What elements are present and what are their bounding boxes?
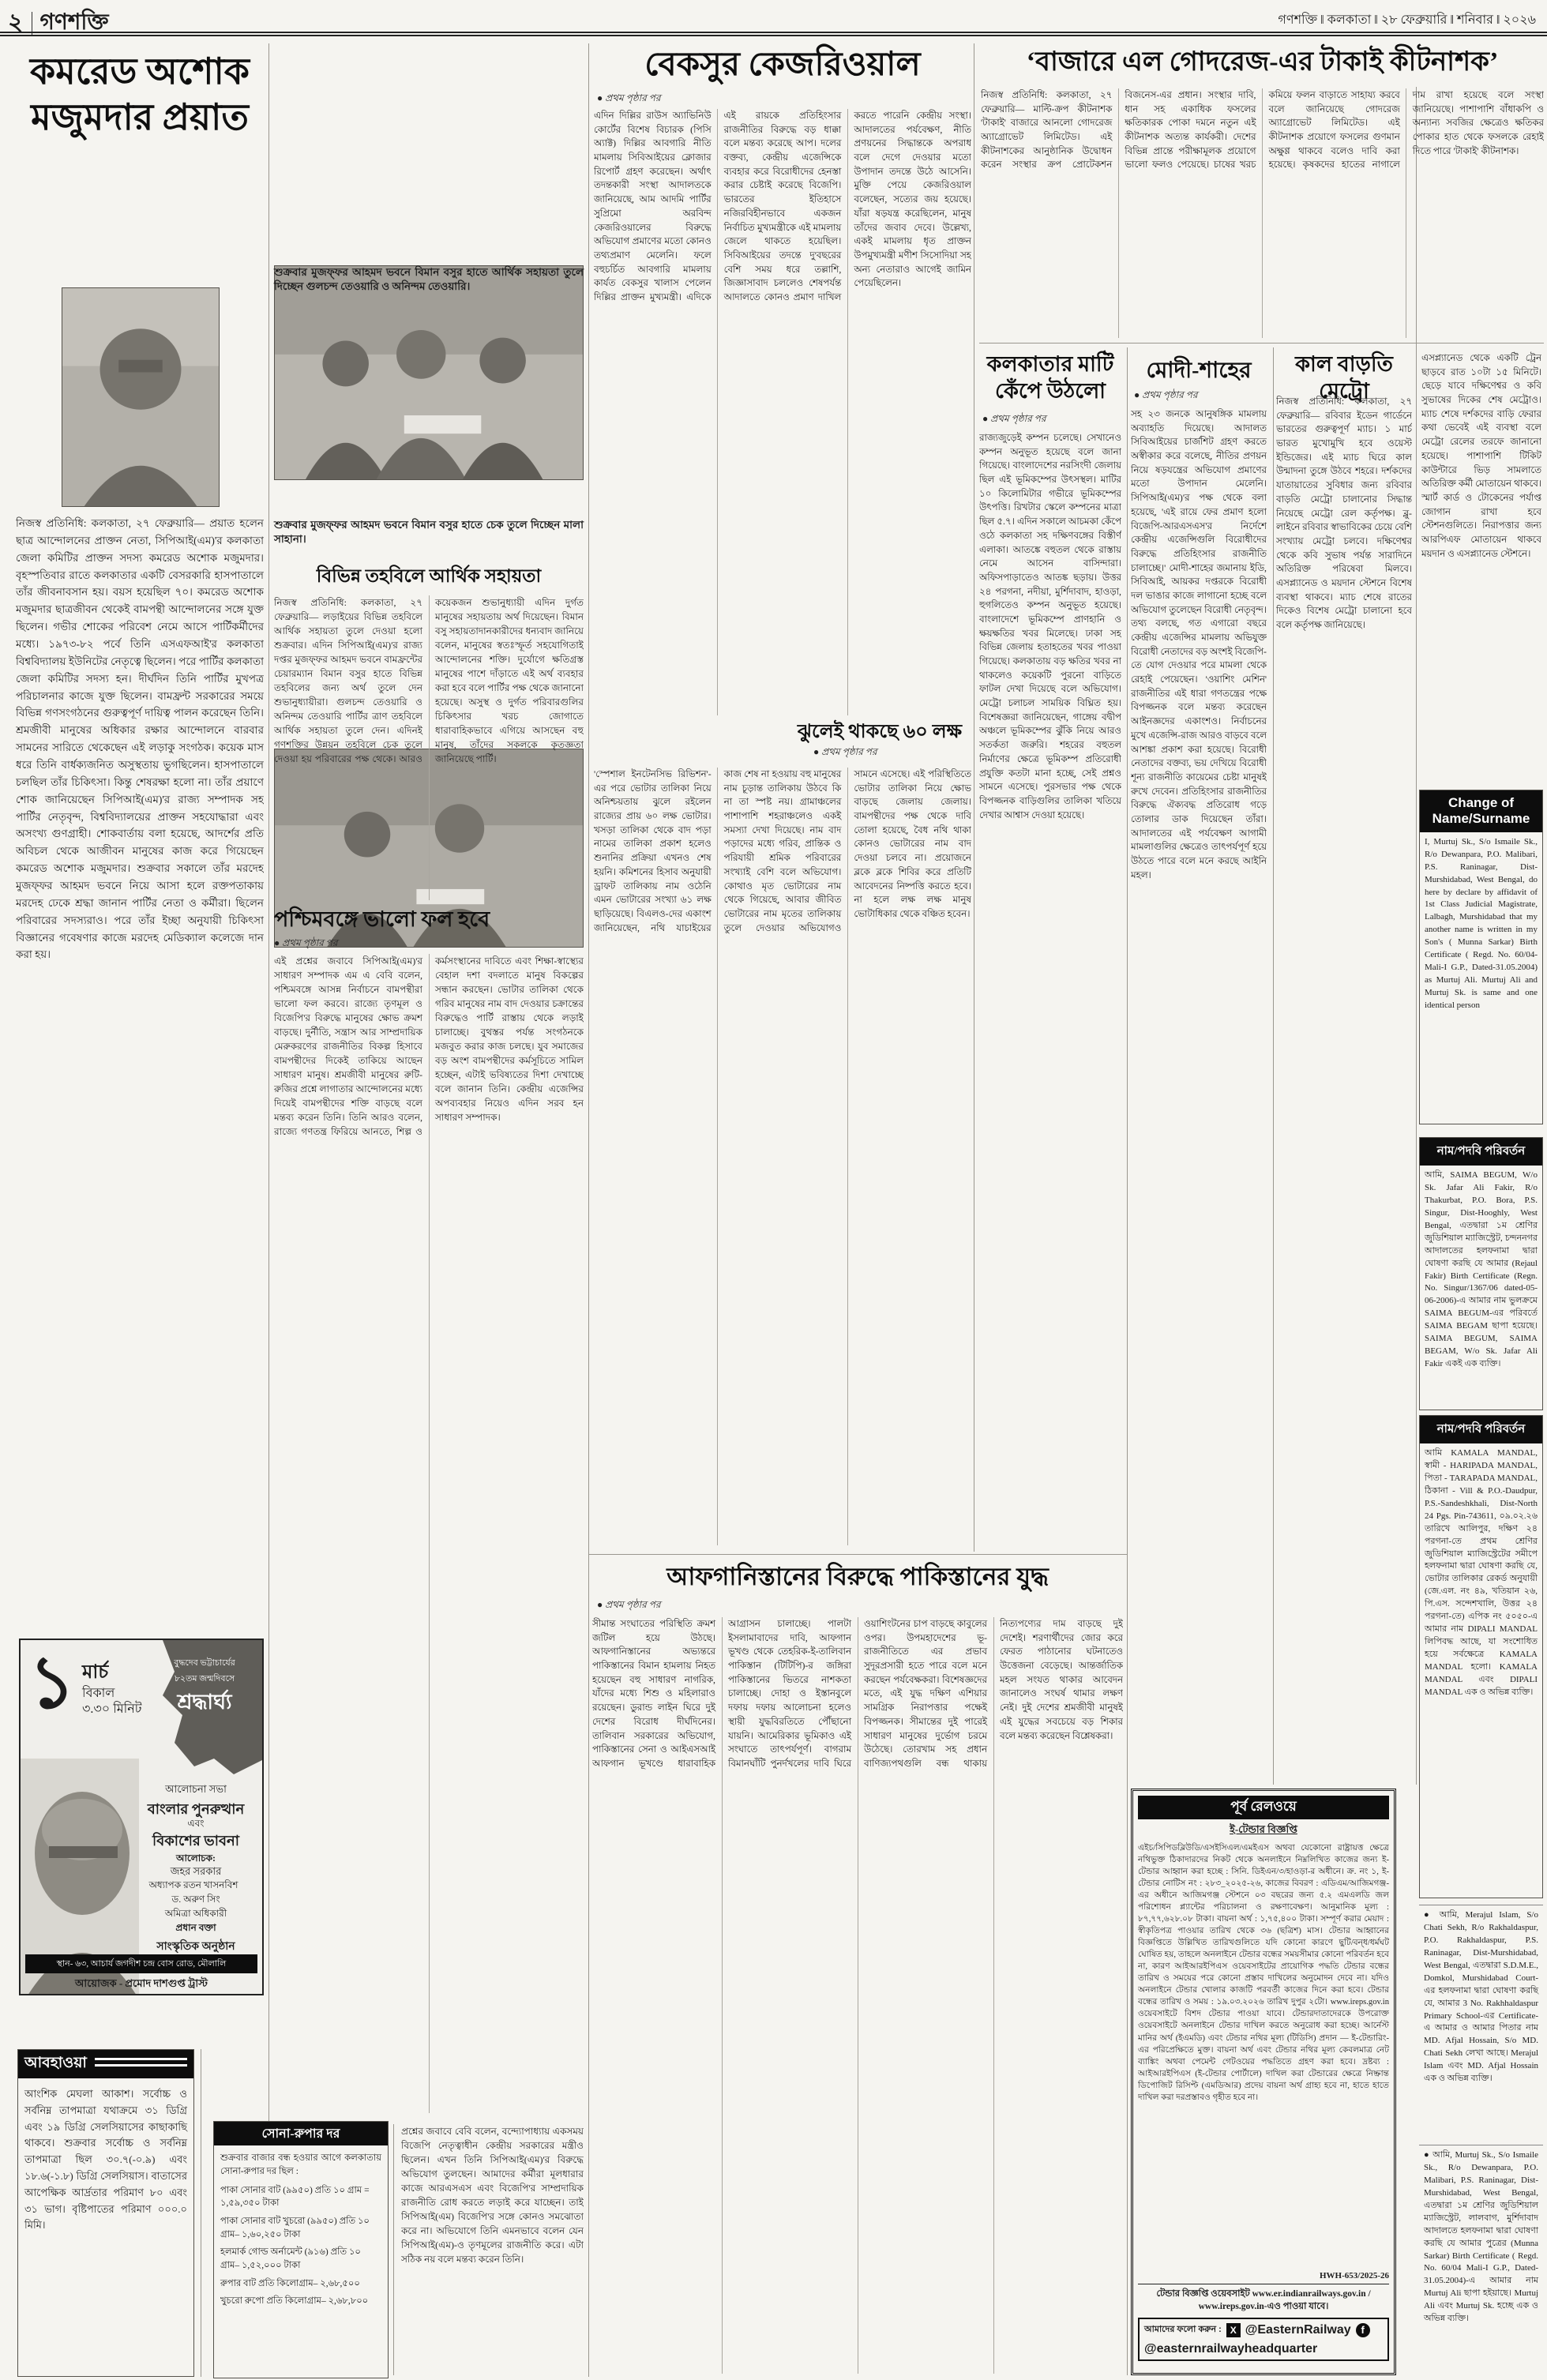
quake-headline: কলকাতার মাটি কেঁপে উঠলো (986, 352, 1114, 403)
bullion-row: হলমার্ক গোল্ড অর্নামেন্ট (৯১৬) প্রতি ১০ গ্রাম– ১,৫২,০০০ টাকা (220, 2247, 361, 2270)
ad-and: এবং (187, 1818, 205, 1829)
bullion-row: পাকা সোনার বাট খুচরো (৯৯৫০) প্রতি ১০ গ্রাম– ১,৬০,২৫০ টাকা (220, 2216, 370, 2239)
page-header-left (8, 3, 109, 43)
modi-shah-headline: মোদী-শাহের (1146, 359, 1252, 383)
masthead: গণশক্তি (39, 10, 109, 35)
weather-box (17, 2049, 194, 2377)
obituary-body: নিজস্ব প্রতিনিধি: কলকাতা, ২৭ ফেব্রুয়ারি— প্রয়াত হলেন ছাত্র আন্দোলনের প্রাক্তন নেতা, সিপিআই(এম)'র কলকাতা জেলা কমিটির প্রাক্তন সদস্য কমরেড অশোক মজুমদার। বৃহস্পতিবার রাতে কলকাতার একটি বেসরকারি হাসপাতালে তাঁর জীবনাবসান হয়। বয়স হয়েছিল ৭০। কমরেড অশোক মজুমদার ছাত্রজীবন থেকেই বামপন্থী আন্দোলনের সঙ্গে যুক্ত ছিলেন। গভীর শোকের পরিবেশ নেমে আসে পার্টিকর্মীদের মধ্যে। ১৯৭৩-৮২ পর্বে তিনি এসএফআই'র কলকাতা বিশ্ববিদ্যালয় ইউনিটের নেতৃত্বে ছিলেন। পরে পার্টির কলকাতা জেলা কমিটির সদস্য হন। দীর্ঘদিন তিনি পার্টির মুখপত্র পরিচালনার কাজে যুক্ত ছিলেন। বামফ্রন্ট সরকারের সময়ে বিভিন্ন গণসংগঠনের গুরুত্বপূর্ণ দায়িত্ব পালন করেছেন তিনি। শ্রমজীবী মানুষের অধিকার রক্ষার আন্দোলনে বারবার সামনের সারিতে থেকেছেন এই লড়াকু সংগঠক। কয়েক মাস ধরে তিনি বার্ধক্যজনিত অসুস্থতায় ভুগছিলেন। হাসপাতালে চলছিল তাঁর চিকিৎসা। কিন্তু শেষরক্ষা হলো না। তাঁর প্রয়াণে শোক জানিয়েছেন সিপিআই(এম)'র রাজ্য সম্পাদক সহ পার্টির নেতৃবৃন্দ, বিশ্ববিদ্যালয়ের প্রাক্তন সহযোদ্ধারা এবং অসংখ্য গুণগ্রাহী। শোকবার্তায় বলা হয়েছে, আদর্শের প্রতি অবিচল থেকে আজীবন মানুষের কাজ করে গিয়েছেন কমরেড অশোক মজুমদার। শুক্রবার সকালে তাঁর মরদেহ মুজফ্‌ফর আহমদ ভবনে নিয়ে আসা হলে রক্তপতাকায় মরদেহ ঢেকে শ্রদ্ধা জানান পার্টির নেতা ও কর্মীরা। ছিলেন পরিবারের সদস্যরাও। পরে তাঁর ইচ্ছা অনুযায়ী চিকিৎসা বিজ্ঞানের গবেষণার কাজে মরদেহ মেডিক্যাল কলেজে দান করা হয়। (16, 517, 264, 961)
afghan-body: সীমান্ত সংঘাতের পরিস্থিতি ক্রমশ জটিল হয়ে উঠছে। আফগানিস্তানের অভ্যন্তরে পাকিস্তানের বিমান হামলায় নিহত হয়েছেন বহু সাধারণ নাগরিক, যাঁদের মধ্যে শিশু ও মহিলারাও রয়েছেন। ডুরান্ড লাইন ঘিরে দুই দেশের বিরোধ দীর্ঘদিনের। তালিবান সরকারের অভিযোগ, পাকিস্তানের সেনা ও আইএসআই আফগান ভূখণ্ডে ধারাবাহিক আগ্রাসন চালাচ্ছে। পালটা ইসলামাবাদের দাবি, আফগান ভূখণ্ড থেকে তেহরিক-ই-তালিবান পাকিস্তান (টিটিপি)-র জঙ্গিরা পাকিস্তানের ভিতরে নাশকতা চালাচ্ছে। দোহা ও ইস্তানবুলে দফায় দফায় আলোচনা হলেও স্থায়ী যুদ্ধবিরতিতে পৌঁছানো যায়নি। আমেরিকার ভূমিকাও এই সংঘাতে তাৎপর্যপূর্ণ। বাগরাম বিমানঘাঁটি পুনর্দখলের দাবি ঘিরে ওয়াশিংটনের চাপ বাড়ছে কাবুলের ওপর। উপমহাদেশের ভূ-রাজনীতিতে এর প্রভাব সুদূরপ্রসারী হতে পারে বলে মনে করছেন পর্যবেক্ষকরা। বিশেষজ্ঞদের মতে, এই যুদ্ধ দক্ষিণ এশিয়ার সামগ্রিক নিরাপত্তার পক্ষেই বিপজ্জনক। সীমান্তের দুই পারেই সাধারণ মানুষের দুর্ভোগ চরমে উঠেছে। তোরখাম সহ প্রধান বাণিজ্যপথগুলি বন্ধ থাকায় নিত্যপণ্যের দাম বাড়ছে দুই দেশেই। শরণার্থীদের জোর করে ফেরত পাঠানোর ঘটনাতেও উত্তেজনা বেড়েছে। আন্তর্জাতিক মহল সংযত থাকার আবেদন জানালেও সংঘর্ষ থামার লক্ষণ নেই। দুই দেশের শ্রমজীবী মানুষই এই যুদ্ধের সবচেয়ে বড় শিকার বলে মন্তব্য করেছেন বিশ্লেষকরা। (592, 1618, 1123, 1769)
photo-caption-2: শুক্রবার মুজফ্‌ফর আহমদ ভবনে বিমান বসুর হাতে চেক তুলে দিচ্ছেন মালা সাহানা। (274, 519, 584, 546)
bullion-row: পাকা সোনার বাট (৯৯৫০) প্রতি ১০ গ্রাম = ১,৫৯,৩৫০ টাকা (220, 2185, 370, 2209)
ad-date-big: ১ (28, 1642, 76, 1723)
weather-body: আংশিক মেঘলা আকাশ। সর্বোচ্চ ও সর্বনিম্ন তাপমাত্রা যথাক্রমে ৩১ ডিগ্রি এবং ১৯ ডিগ্রি সেলসিয়াসের কাছাকাছি থাকবে। শুক্রবার সর্বোচ্চ ও সর্বনিম্ন তাপমাত্রা ছিল ৩০.৭(-০.৯) এবং ১৮.৬(-১.৮) ডিগ্রি সেলসিয়াস। বাতাসের আপেক্ষিক আর্দ্রতার পরিমাণ ৮০ এবং ৩১ ভাগ। বৃষ্টিপাতের পরিমাণ ০০০.০ মিমি। (24, 2088, 187, 2232)
afghan-continued: ● প্রথম পৃষ্ঠার পর (597, 1599, 661, 1610)
name-change-body-saima: আমি, SAIMA BEGUM, W/o Sk. Jafar Ali Fakir, R/o Thakurbat, P.O. Bora, P.S. Singur, Dist-Hooghly, West Bengal, এতদ্বারা ১ম শ্রেণির জুডিশিয়াল ম্যাজিস্ট্রেট, চন্দননগর আদালতের হলফনামা দ্বারা ঘোষণা করছি যে আমার (Rejaul Fakir) Birth Certificate (Regn. No. Singur/1367/06 dated-05-06-2006)-এ আমার নাম ভুলক্রমে SAIMA BEGUM-এর পরিবর্তে SAIMA BEGAM ছাপা হয়েছে। SAIMA BEGUM, SAIMA BEGAM, W/o Sk. Jafar Ali Fakir একই এক ব্যক্তি। (1425, 1170, 1538, 1369)
ad-tribute-line2: ৮২তম জন্মদিবসে (174, 1674, 235, 1684)
baby-continued: ● প্রথম পৃষ্ঠার পর (274, 937, 338, 948)
obituary-portrait-photo (62, 287, 220, 507)
ad-speakers-label: আলোচক: (175, 1853, 216, 1864)
classified-item-murtuj: ● আমি, Murtuj Sk., S/o Ismaile Sk., R/o Dewanpara, P.O. Malibari, P.S. Raninagar, Dist-Murshidabad, West Bengal, এতদ্বারা ১ম শ্রেণির জুডিশিয়াল ম্যাজিস্ট্রেট, লালবাগ, মুর্শিদাবাদ আদালতে হলফনামা দ্বারা ঘোষণা করছি যে আমার পুত্রের (Munna Sarkar) Birth Certificate ( Regd. No. 60/04 Mali-I G.P., Dated-31.05.2004)-এ আমার নাম Murtuj Ali ছাপা হইয়াছে। Murtuj Ali এবং Murtuj Sk. হচ্ছে এক ও অভিন্ন ব্যক্তি। (1419, 2145, 1543, 2375)
weather-stripes-icon (95, 2058, 187, 2070)
facebook-icon: f (1356, 2323, 1370, 2337)
column-rule (393, 2124, 394, 2375)
baby-body-continued: প্রশ্নের জবাবে বেবি বলেন, বন্দ্যোপাধ্যায় একসময় বিজেপি নেতৃত্বাধীন কেন্দ্রীয় সরকারের মন্ত্রীও ছিলেন। এখন তিনি সিপিআই(এম)'র বিরুদ্ধে অভিযোগ তুলছেন। আমাদের কর্মীরা মূলধারার কাজে আরএসএস এবং বিজেপি'র সাম্প্রদায়িক রাজনীতি রোধ করতে লড়াই করে যাচ্ছেন। তাই সিপিআই(এম) বিজেপি'র সঙ্গে কোনও সমঝোতা করে না। অভিযোগে তিনি এমনভাবে বলেন যেন সিপিআই(এম)-ও তৃণমূলের রাজনীতি করে। এটা সঠিক নয় বলে মন্তব্য করেন তিনি। (401, 2126, 584, 2265)
afghan-headline: আফগানিস্তানের বিরুদ্ধে পাকিস্তানের যুদ্ধ (666, 1563, 1049, 1590)
bullion-row: রুপার বাট প্রতি কিলোগ্রাম– ২,৬৮,৫০০ (220, 2278, 360, 2288)
ad-venue-bar: স্থান- ৬৩, আচার্য জগদীশ চন্দ্র বোস রোড, মৌলালি (25, 1954, 257, 1973)
railway-subtitle: ই-টেন্ডার বিজ্ঞপ্তি (1230, 1823, 1297, 1835)
section-rule (588, 1554, 1128, 1555)
name-change-title: নাম/পদবি পরিবর্তন (1420, 1138, 1542, 1166)
metro-body-continued: এসপ্ল্যানেড থেকে একটি ট্রেন ছাড়বে রাত ১০টা ১৫ মিনিটে। ছেড়ে যাবে দক্ষিণেশ্বর ও কবি সুভাষের দিকের শেষ মেট্রোও। ম্যাচ শেষে দর্শকদের বাড়ি ফেরার কথা ভেবেই এই ব্যবস্থা বলে মেট্রো রেলের তরফে জানানো হয়েছে। পাশাপাশি টিকিট কাউন্টারে ভিড় সামলাতে অতিরিক্ত কর্মী মোতায়েন থাকবে। স্মার্ট কার্ড ও টোকেনের পর্যাপ্ত জোগান রাখা হবে স্টেশনগুলিতে। নিরাপত্তার জন্য আরপিএফ মোতায়েন থাকবে ময়দান ও এসপ্ল্যানেড স্টেশনে। (1421, 352, 1541, 559)
ad-meeting-label: আলোচনা সভা (165, 1783, 227, 1795)
change-of-name-box (1419, 790, 1543, 1124)
ad-tribute-line3: শ্রদ্ধার্ঘ্য (177, 1691, 232, 1714)
quake-body: রাজ্যজুড়েই কম্পন চলেছে। সেখানেও কম্পন অনুভূত হয়েছে বলে জানা গিয়েছে। বাংলাদেশের নরসিংদী জেলায় ছিল এই ভূমিকম্পের উৎসস্থল। মাটির ১০ কিলোমিটার গভীরে ভূমিকম্পের উৎপত্তি। রিখটার স্কেলে কম্পনের মাত্রা ছিল ৫.৭। এদিন সকালে আচমকা কেঁপে ওঠে কলকাতা সহ দক্ষিণবঙ্গের বিস্তীর্ণ এলাকা। আতঙ্কে বহুতল থেকে রাস্তায় নেমে আসেন বাসিন্দারা। অফিসপাড়াতেও আতঙ্ক ছড়ায়। উত্তর ২৪ পরগনা, নদীয়া, মুর্শিদাবাদ, হাওড়া, হুগলিতেও কম্পন অনুভূত হয়েছে। বাংলাদেশে ভূমিকম্পে প্রাণহানি ও ক্ষয়ক্ষতির খবর মিলেছে। ঢাকা সহ বিভিন্ন জেলায় হতাহতের খবর পাওয়া গিয়েছে। কলকাতায় বড় ক্ষতির খবর না থাকলেও কয়েকটি পুরনো বাড়িতে ফাটল দেখা দিয়েছে বলে অভিযোগ। মেট্রো চলাচল সাময়িক বিঘ্নিত হয়। বিশেষজ্ঞরা জানিয়েছেন, গাঙ্গেয় বদ্বীপ অঞ্চলে ভূমিকম্পের ঝুঁকি নিয়ে আরও সতর্কতা জরুরি। শহরের বহুতল নির্মাণের ক্ষেত্রে ভূমিকম্প প্রতিরোধী প্রযুক্তি কতটা মানা হচ্ছে, সেই প্রশ্নও সামনে এসেছে। পুরসভার পক্ষ থেকে বিপজ্জনক বাড়িগুলির তালিকা খতিয়ে দেখার আশ্বাস দেওয়া হয়েছে। (979, 432, 1121, 820)
quake-continued: ● প্রথম পৃষ্ঠার পর (982, 413, 1046, 424)
memorial-ad (19, 1639, 264, 1995)
portrait-silhouette (62, 288, 219, 506)
news-photo-1 (274, 265, 584, 480)
ad-speaker: জহর সরকার (170, 1865, 222, 1877)
railway-web-note[interactable]: টেন্ডার বিজ্ঞপ্তি ওয়েবসাইট www.er.indianrailways.gov.in / www.ireps.gov.in-এও পাওয়া যাবে। (1138, 2284, 1389, 2313)
ad-time1: বিকাল (82, 1687, 115, 1700)
ad-date-word: মার্চ (82, 1662, 109, 1683)
railway-social-bar (1138, 2318, 1389, 2361)
classified-item-merajul: ● আমি, Merajul Islam, S/o Chati Sekh, R/o Rakhaldaspur, P.O. Rakhaldaspur, P.S. Raninagar, Dist-Murshidabad, West Bengal, এতদ্বারা S.D.M.E., Domkol, Murshidabad Court-এর হলফনামা দ্বারা ঘোষণা করছি যে, আমার 3 No. Rakhhaldaspur Primary School-এর Certificate-এ আমার ও আমার পিতার নাম MD. Afjal Hossain, S/o MD. Chati Sekh লেখা আছে। Merajul Islam এবং MD. Afjal Hossain এক ও অভিন্ন ব্যক্তি। (1419, 1905, 1543, 2142)
kejriwal-headline: বেকসুর কেজরিওয়াল (644, 47, 921, 83)
ad-theme1: বাংলার পুনরুত্থান (147, 1801, 245, 1817)
obituary-headline: কমরেড অশোক মজুমদার প্রয়াত (30, 51, 250, 137)
sixty-lakh-continued: ● প্রথম পৃষ্ঠার পর (813, 746, 877, 757)
ad-chief-speaker: প্রধান বক্তা (175, 1922, 216, 1933)
railway-title: পূর্ব রেলওয়ে (1138, 1796, 1389, 1819)
godrej-headline: ‘বাজারে এল গোদরেজ-এর টাকাই কীটনাশক’ (1026, 47, 1499, 77)
ad-speaker: অমিত্রা অধিকারী (164, 1908, 227, 1919)
kejriwal-body: এদিন দিল্লির রাউস অ্যাভিনিউ কোর্টের বিশেষ বিচারক (পিসি অ্যাক্ট) দিল্লির আবগারি নীতি মামলায় সিবিআইয়ের ক্লোজার রিপোর্ট গ্রহণ করেছেন। অর্থাৎ তদন্তকারী সংস্থা আদালতকে জানিয়েছে, আম আদমি পার্টির সুপ্রিমো অরবিন্দ কেজরিওয়ালের বিরুদ্ধে অভিযোগ প্রমাণের মতো কোনও তথ্যপ্রমাণ মেলেনি। ফলে বহুচর্চিত আবগারি মামলায় কার্যত বেকসুর খালাস পেলেন দিল্লির প্রাক্তন মুখ্যমন্ত্রী। এদিকে এই রায়কে প্রতিহিংসার রাজনীতির বিরুদ্ধে বড় ধাক্কা বলে মন্তব্য করেছে আপ। দলের বক্তব্য, কেন্দ্রীয় এজেন্সিকে ব্যবহার করে বিরোধীদের হেনস্তা করার চেষ্টাই করেছে বিজেপি। ভারতের ইতিহাসে নজিরবিহীনভাবে একজন নির্বাচিত মুখ্যমন্ত্রীকে এই মামলায় জেলে থাকতে হয়েছিল। সিবিআইয়ের তদন্তে দু'বছরের বেশি সময় ধরে তল্লাশি, জিজ্ঞাসাবাদ চললেও শেষপর্যন্ত আদালতে কোনও প্রমাণ দাখিল করতে পারেনি কেন্দ্রীয় সংস্থা। আদালতের পর্যবেক্ষণ, নীতি প্রণয়নের সিদ্ধান্তকে অপরাধ বলে দেগে দেওয়ার মতো উপাদান তদন্তে উঠে আসেনি। মুক্তি পেয়ে কেজরিওয়াল বলেছেন, সত্যের জয় হয়েছে। যাঁরা ষড়যন্ত্র করেছিলেন, মানুষ তাঁদের জবাব দেবে। উল্লেখ্য, একই মামলায় ধৃত প্রাক্তন উপমুখ্যমন্ত্রী মণীশ সিসোদিয়া সহ অন্য নেতারাও আগেই জামিন পেয়েছিলেন। (594, 110, 971, 302)
godrej-body: নিজস্ব প্রতিনিধি: কলকাতা, ২৭ ফেব্রুয়ারি— মাল্টি-ক্রপ কীটনাশক 'টাকাই' বাজারে আনলো গোদরেজ অ্যাগ্রোভেট লিমিটেড। এই কীটনাশকের আনুষ্ঠানিক উদ্বোধন করেন সংস্থার ক্রপ প্রোটেকশন বিজনেস-এর প্রধান। সংস্থার দাবি, ধান সহ একাধিক ফসলের ক্ষতিকারক পোকা দমনে নতুন এই কীটনাশক অত্যন্ত কার্যকরী। দেশের বিভিন্ন প্রান্তে পরীক্ষামূলক প্রয়োগে ভালো ফলও পেয়েছে। চাষের খরচ কমিয়ে ফলন বাড়াতে সাহায্য করবে বলে জানিয়েছে গোদরেজ অ্যাগ্রোভেট লিমিটেড। এই কীটনাশক প্রয়োগে ফসলের গুণমান অক্ষুণ্ণ থাকবে বলেও দাবি করা হয়েছে। কৃষকদের হাতের নাগালে দাম রাখা হয়েছে বলে সংস্থা জানিয়েছে। পাশাপাশি বাঁধাকপি ও অন্যান্য সবজির ক্ষেত্রেও ক্ষতিকর পোকার হাত থেকে ফসলকে রেহাই দিতে পারে 'টাকাই' কীটনাশক। (981, 89, 1544, 171)
page-number: ২ (8, 9, 24, 36)
column-rule (1416, 87, 1417, 1785)
column-rule (1127, 347, 1128, 2375)
funds-body: নিজস্ব প্রতিনিধি: কলকাতা, ২৭ ফেব্রুয়ারি— লড়াইয়ের বিভিন্ন তহবিলে আর্থিক সহায়তা তুলে দেওয়া হলো শুক্রবার। এদিন সিপিআই(এম)'র রাজ্য দপ্তর মুজফ্‌ফর আহমদ ভবনে বামফ্রন্টের চেয়ারম্যান বিমান বসুর হাতে বিভিন্ন তহবিলের জন্য অর্থ তুলে দেন শুভানুধ্যায়ীরা। গুলচন্দ তেওয়ারি ও অনিন্দম তেওয়ারি পার্টির ত্রাণ তহবিলে আর্থিক সহায়তা তুলে দেন। এদিনই গণশক্তির উন্নয়ন তহবিলে চেক তুলে দেওয়া হয় পরিবারের পক্ষ থেকে। আরও কয়েকজন শুভানুধ্যায়ী এদিন দুর্গত মানুষের সহায়তায় অর্থ দিয়েছেন। বিমান বসু সহায়তাদানকারীদের ধন্যবাদ জানিয়ে বলেন, মানুষের স্বতঃস্ফূর্ত সহযোগিতাই আন্দোলনের শক্তি। দুর্যোগে ক্ষতিগ্রস্ত মানুষের পাশে দাঁড়াতে এই অর্থ ব্যবহার করা হবে বলে পার্টির পক্ষ থেকে জানানো হয়েছে। অসুস্থ ও দুর্গত পরিবারগুলির চিকিৎসার খরচ জোগাতে ধারাবাহিকভাবে এগিয়ে আসছেন বহু মানুষ, তাঁদের সকলকে কৃতজ্ঞতা জানিয়েছে পার্টি। (274, 597, 584, 764)
ad-organizer: আয়োজক - প্রমোদ দাশগুপ্ত ট্রাস্ট (75, 1977, 208, 1989)
ad-speaker: অধ্যাপক রতন খাসনবিশ (148, 1879, 238, 1890)
metro-body: নিজস্ব প্রতিনিধি: কলকাতা, ২৭ ফেব্রুয়ারি— রবিবার ইডেন গার্ডেনে ভারতের গুরুত্বপূর্ণ ম্যাচ। ১ মার্চ ভারত মুখোমুখি হবে ওয়েস্ট ইন্ডিজের। এই ম্যাচ ঘিরে কাল উন্মাদনা তুঙ্গে উঠবে শহরে। দর্শকদের যাতায়াতের সুবিধার জন্য রবিবার বাড়তি মেট্রো চালানোর সিদ্ধান্ত নিয়েছে মেট্রো রেল কর্তৃপক্ষ। ব্লু-লাইনে রবিবার স্বাভাবিকের চেয়ে বেশি সংখ্যায় মেট্রো চলবে। দক্ষিণেশ্বর থেকে কবি সুভাষ পর্যন্ত সারাদিনে অতিরিক্ত পরিষেবা মিলবে। এসপ্ল্যানেড ও ময়দান স্টেশনে বিশেষ ব্যবস্থা থাকবে। ম্যাচ শেষে রাতের দিকেও বিশেষ মেট্রো চালানো হবে বলে কর্তৃপক্ষ জানিয়েছে। (1276, 396, 1412, 630)
metro-headline: কাল বাড়তি মেট্রো (1295, 352, 1393, 403)
column-rule (1273, 347, 1274, 1785)
baby-body: এই প্রশ্নের জবাবে সিপিআই(এম)'র সাধারণ সম্পাদক এম এ বেবি বলেন, পশ্চিমবঙ্গে আসন্ন নির্বাচনে বামপন্থীরা ভালো ফল করবে। রাজ্যে তৃণমূল ও বিজেপি'র বিরুদ্ধে মানুষের ক্ষোভ ক্রমশ বাড়ছে। দুর্নীতি, সন্ত্রাস আর সাম্প্রদায়িক মেরুকরণের রাজনীতির বিকল্প হিসাবে বামপন্থীদের দিকেই তাকিয়ে আছেন সাধারণ মানুষ। শ্রমজীবী মানুষের রুটি-রুজির প্রশ্নে লাগাতার আন্দোলনের মধ্যে দিয়েই বামপন্থীদের শক্তি বাড়ছে বলে মন্তব্য করেন তিনি। তিনি আরও বলেন, রাজ্যে গণতন্ত্র ফিরিয়ে আনতে, শিল্প ও কর্মসংস্থানের দাবিতে এবং শিক্ষা-স্বাস্থ্যের বেহাল দশা বদলাতে মানুষ বিকল্পের সন্ধান করছেন। ভোটার তালিকা থেকে গরিব মানুষের নাম বাদ দেওয়ার চক্রান্তের বিরুদ্ধেও পার্টি রাস্তায় থেকে লড়াই চালাচ্ছে। বুথস্তর পর্যন্ত সংগঠনকে মজবুত করার কাজ চলছে। যুব সমাজের বড় অংশ বামপন্থীদের কর্মসূচিতে সামিল হচ্ছেন, এটাই ভবিষ্যতের দিশা দেখাচ্ছে বলে জানান তিনি। কেন্দ্রীয় এজেন্সির অপব্যবহার নিয়েও এদিন সরব হন সাধারণ সম্পাদক। (274, 955, 584, 1137)
bullion-row: খুচরো রুপো প্রতি কিলোগ্রাম– ২,৬৮,৮০০ (220, 2296, 369, 2307)
railway-tender-ad (1131, 1789, 1396, 2375)
header-rule (0, 32, 1547, 36)
modi-shah-continued: ● প্রথম পৃষ্ঠার পর (1134, 389, 1198, 400)
column-rule (588, 43, 589, 2377)
bullion-intro: শুক্রবার বাজার বন্ধ হওয়ার আগে কলকাতায় সোনা-রুপার দর ছিল : (220, 2153, 381, 2177)
weather-title: আবহাওয়া (24, 2055, 87, 2071)
bullion-title: সোনা-রুপার দর (214, 2122, 388, 2145)
x-twitter-icon: X (1226, 2323, 1241, 2337)
name-change-title: নাম/পদবি পরিবর্তন (1420, 1416, 1542, 1443)
x-handle[interactable]: @EasternRailway (1245, 2322, 1351, 2337)
ad-tribute-line1: বুদ্ধদেব ভট্টাচার্যের (174, 1658, 235, 1668)
modi-shah-body: সহ ২৩ জনকে আনুষঙ্গিক মামলায় অব্যাহতি দিয়েছে। আদালত সিবিআইয়ের চার্জশিট গ্রহণ করতে অস্বীকার করে বলেছে, নীতির প্রণয়ন নিয়ে ষড়যন্ত্রের অভিযোগ প্রমাণের মতো উপাদান মেলেনি। সিপিআই(এম)'র পক্ষ থেকে বলা হয়েছে, 'এই রায়ে ফের প্রমাণ হলো বিজেপি-আরএসএস'র নির্দেশে কেন্দ্রীয় এজেন্সিগুলি বিরোধীদের বিরুদ্ধে প্রতিহিংসার রাজনীতি চালাচ্ছে।' মোদী-শাহের জমানায় ইডি, সিবিআই, আয়কর দপ্তরকে বিরোধী দল ভাঙার কাজে লাগানো হচ্ছে বলে অভিযোগ তুলেছেন বিরোধী নেতৃবৃন্দ। তথ্য বলছে, গত এগারো বছরে কেন্দ্রীয় এজেন্সির মামলায় অভিযুক্ত বিরোধী নেতাদের বড় অংশই বিজেপি-তে যোগ দেওয়ার পরে মামলা থেকে রেহাই পেয়েছেন। 'ওয়াশিং মেশিন' রাজনীতির এই ধারা গণতন্ত্রের পক্ষে বিপজ্জনক বলে মন্তব্য করেছেন আইনজ্ঞদের একাংশও। নির্বাচনের মুখে এজেন্সি-রাজ আরও বাড়বে বলে আশঙ্কা প্রকাশ করা হয়েছে। বিরোধী নেতাদের বক্তব্য, ভয় দেখিয়ে বিরোধী শূন্য রাজনীতি কায়েমের চেষ্টা মানুষই রুখে দেবেন। প্রতিহিংসার রাজনীতির বিরুদ্ধে ঐক্যবদ্ধ প্রতিরোধ গড়ে তোলার ডাক দিয়েছেন তাঁরা। আদালতের এই পর্যবেক্ষণ আগামী মামলাগুলির ক্ষেত্রেও তাৎপর্যপূর্ণ হয়ে উঠতে পারে বলে মনে করছে আইনি মহল। (1131, 408, 1267, 880)
photo-caption-1: শুক্রবার মুজফ্‌ফর আহমদ ভবনে বিমান বসুর হাতে আর্থিক সহায়তা তুলে দিচ্ছেন গুলচন্দ তেওয়ারি ও অনিন্দম তেওয়ারি। (274, 266, 584, 293)
baby-headline: পশ্চিমবঙ্গে ভালো ফল হবে (274, 907, 490, 931)
change-of-name-body: I, Murtuj Sk., S/o Ismaile Sk., R/o Dewanpara, P.O. Malibari, P.S. Raninagar, Dist- Murshidabad, West Bengal, do here by declare by affidavit of 1st Class Judicial Magistrate, Lalbagh, Murshidabad that my another name is written in my Son's ( Munna Sarkar) Birth Certificate ( Regd. No. 60/04-Mali-I G.P., Dated-31.05.2004) as Murtuj Ali. Murtuj Ali and Murtuj Sk. is same and one identical person (1425, 836, 1538, 1010)
name-change-box-2 (1419, 1415, 1543, 1898)
header-dateline: গণশক্তি ‖ কলকাতা ‖ ২৮ ফেব্রুয়ারি ‖ শনিবার ‖ ২০২৬ (1278, 13, 1536, 27)
column-rule (268, 43, 269, 2377)
change-of-name-title: Change of Name/Surname (1420, 790, 1542, 832)
facebook-handle[interactable]: @easternrailwayheadquarter (1144, 2342, 1318, 2356)
bullion-box (213, 2121, 389, 2378)
name-change-box-1 (1419, 1137, 1543, 1410)
sixty-lakh-headline: ঝুলেই থাকছে ৬০ লক্ষ (797, 722, 963, 742)
group-photo-silhouette (275, 266, 583, 479)
railway-body: এইচ/সিপিডব্লিউডি/এসইসিএল/এমইএস অথবা যেকোনো রাষ্ট্রায়ত্ত ক্ষেত্রে নথিভুক্ত ঠিকাদারদের নিকট থেকে অনলাইনে নিম্নলিখিত কাজের জন্য ই-টেন্ডার আহ্বান করা হচ্ছে : সিনি. ডিইএন/৩/হাওড়া-র অধীনে। ক্র. নং ১, ই-টেন্ডার নোটিস নং : ২৮৩_২০২৫-২৬, কাজের বিবরণ : এডিএম/আজিমগঞ্জ-এর অধীনে আজিমগঞ্জ স্টেশনে ০৩ বছরের জন্য ৫.২ এমএলডি জল পরিশোধন প্ল্যান্টের পরিচালনা ও রক্ষণাবেক্ষণ। আনুমানিক মূল্য : ৮৭,৭৭,৬২৮.০৮ টাকা। বায়না অর্থ : ১,৭৫,৪০০ টাকা। সম্পূর্ণ করার মেয়াদ : স্বীকৃতিপত্র পাওয়ার তারিখ থেকে ৩৬ (ছত্রিশ) মাস। টেন্ডার আহ্বানের বিজ্ঞপ্তিতে উল্লিখিত তারিখগুলিতে যদি কোনো কারণে ছুটি/বন্‌ধ/ধর্মঘট ঘোষিত হয়, তাহলে অনলাইনে টেন্ডার বন্ধের সময়সীমার কোনো পরিবর্তন হবে না, কারণ আইআরইপিএস ওয়েবসাইটের প্রায়োগিক পদ্ধতি টেন্ডার বন্ধের তারিখ ও সময়ের পরে কোনো প্রস্তাব দাখিলের অনুমোদন দেবে না। যদিও অনলাইনে টেন্ডার খোলার কাজটি পরবর্তী কাজের দিনে করা হবে। টেন্ডার বন্ধের তারিখ ও সময় : ১৯.০৩.২০২৬ তারিখ দুপুর ২টো। www.ireps.gov.in ওয়েবসাইটে বিশদ টেন্ডার পাওয়া যাবে। টেন্ডারদাতাদেরকে উপরোক্ত ওয়েবসাইটে অনলাইনে টেন্ডার দাখিল করতে অনুরোধ করা হচ্ছে। আর্নেস্ট মানির অর্থ (ইএমডি) এবং টেন্ডার নথির মূল্য (টিডিসি) প্রদান — ই-টেন্ডারিং-এর পরিপ্রেক্ষিতে মুক্ত। বায়না অর্থ এবং টেন্ডার নথির মূল্য কেবলমাত্র নেট ব্যাঙ্কিং অথবা পেমেন্ট গেটওয়ের পদ্ধতিতে গ্রহণ করা হবে। দ্রষ্টব্য : আইআরইপিএস (ই-টেন্ডার পোর্টালে) দাখিল করা টেন্ডারের ক্ষেত্রে নিষ্ক্রান্ত ডিপোজিট রিসিপ্ট (এমডিআর) প্রদেয় বায়না অর্থ গ্রাহ্য হবে না, হাতে হাতে দাখিল করা দরপ্রস্তাবও গৃহীত হবে না। (1138, 1844, 1389, 2102)
kejriwal-continued: ● প্রথম পৃষ্ঠার পর (597, 92, 661, 103)
railway-ref: HWH-653/2025-26 (1320, 2271, 1389, 2281)
ad-time2: ৩.৩০ মিনিট (82, 1702, 142, 1716)
ad-culture-line: সাংস্কৃতিক অনুষ্ঠান (156, 1941, 235, 1953)
follow-label: আমাদের ফলো করুন : (1144, 2325, 1222, 2335)
ad-theme2: বিকাশের ভাবনা (152, 1833, 239, 1849)
funds-headline: বিভিন্ন তহবিলে আর্থিক সহায়তা (316, 566, 542, 586)
ad-speaker: ড. অরুণ সিং (171, 1894, 220, 1905)
name-change-body-kamala: আমি KAMALA MANDAL, স্বামী - HARIPADA MANDAL, পিতা - TARAPADA MANDAL, ঠিকানা - Vill & P.O.-Daudpur, P.S.-Sandeshkhali, Dist-North 24 Pgs. Pin-743611, ০৯.০২.২৬ তারিখে আলিপুর, দক্ষিণ ২৪ পরগনা-তে প্রথম শ্রেণির জুডিশিয়াল ম্যাজিস্ট্রেটের সমীপে হলফনামা দ্বারা ঘোষণা করছি যে, ভোটার তালিকার রেকর্ড অনুযায়ী (জে.এল. নং ৪৯, খতিয়ান ২৬, পি.এস. সন্দেশখালি, উত্তর ২৪ পরগনা-তে) এপিক নং ৫০৫০-এ আমার নাম DIPALI MANDAL লিপিবদ্ধ আছে, যা সংশোধিত হয়ে সর্বক্ষেত্রে KAMALA MANDAL হলো। KAMALA MANDAL এবং DIPALI MANDAL এক ও অভিন্ন ব্যক্তি। (1425, 1448, 1538, 1697)
sixty-lakh-body: 'স্পেশাল ইনটেনসিভ রিভিশন'-এর পরে ভোটার তালিকা নিয়ে অনিশ্চয়তায় ঝুলে রইলেন রাজ্যের প্রায় ৬০ লক্ষ ভোটার। খসড়া তালিকা থেকে বাদ পড়া নামের তালিকা প্রকাশ হলেও শুনানির প্রক্রিয়া এখনও শেষ হয়নি। কমিশনের হিসাব অনুযায়ী ড্রাফট তালিকায় নাম ওঠেনি এমন ভোটারের সংখ্যা ৬১ লক্ষ ছাড়িয়েছে। বিএলও-দের একাংশ জানিয়েছেন, নথি যাচাইয়ের কাজ শেষ না হওয়ায় বহু মানুষের নাম চূড়ান্ত তালিকায় উঠবে কি না তা স্পষ্ট নয়। গ্রামাঞ্চলের পাশাপাশি শহরাঞ্চলেও একই সমস্যা দেখা দিয়েছে। নাম বাদ পড়াদের মধ্যে গরিব, প্রান্তিক ও পরিযায়ী শ্রমিক পরিবারের সংখ্যাই বেশি বলে অভিযোগ। কোথাও মৃত ভোটারের নাম থেকে গিয়েছে, আবার জীবিত ভোটারের নাম মৃতের তালিকায় তুলে দেওয়ার অভিযোগও সামনে এসেছে। এই পরিস্থিতিতে ভোটার তালিকা নিয়ে ক্ষোভ বাড়ছে জেলায় জেলায়। বামপন্থীদের পক্ষ থেকে দাবি তোলা হয়েছে, বৈধ নথি থাকা কোনও ভোটারের নাম বাদ দেওয়া চলবে না। প্রয়োজনে ব্লকে ব্লকে শিবির করে প্রতিটি আবেদনের নিষ্পত্তি করতে হবে। না হলে লক্ষ লক্ষ মানুষ ভোটাধিকার থেকে বঞ্চিত হবেন। (594, 768, 971, 933)
